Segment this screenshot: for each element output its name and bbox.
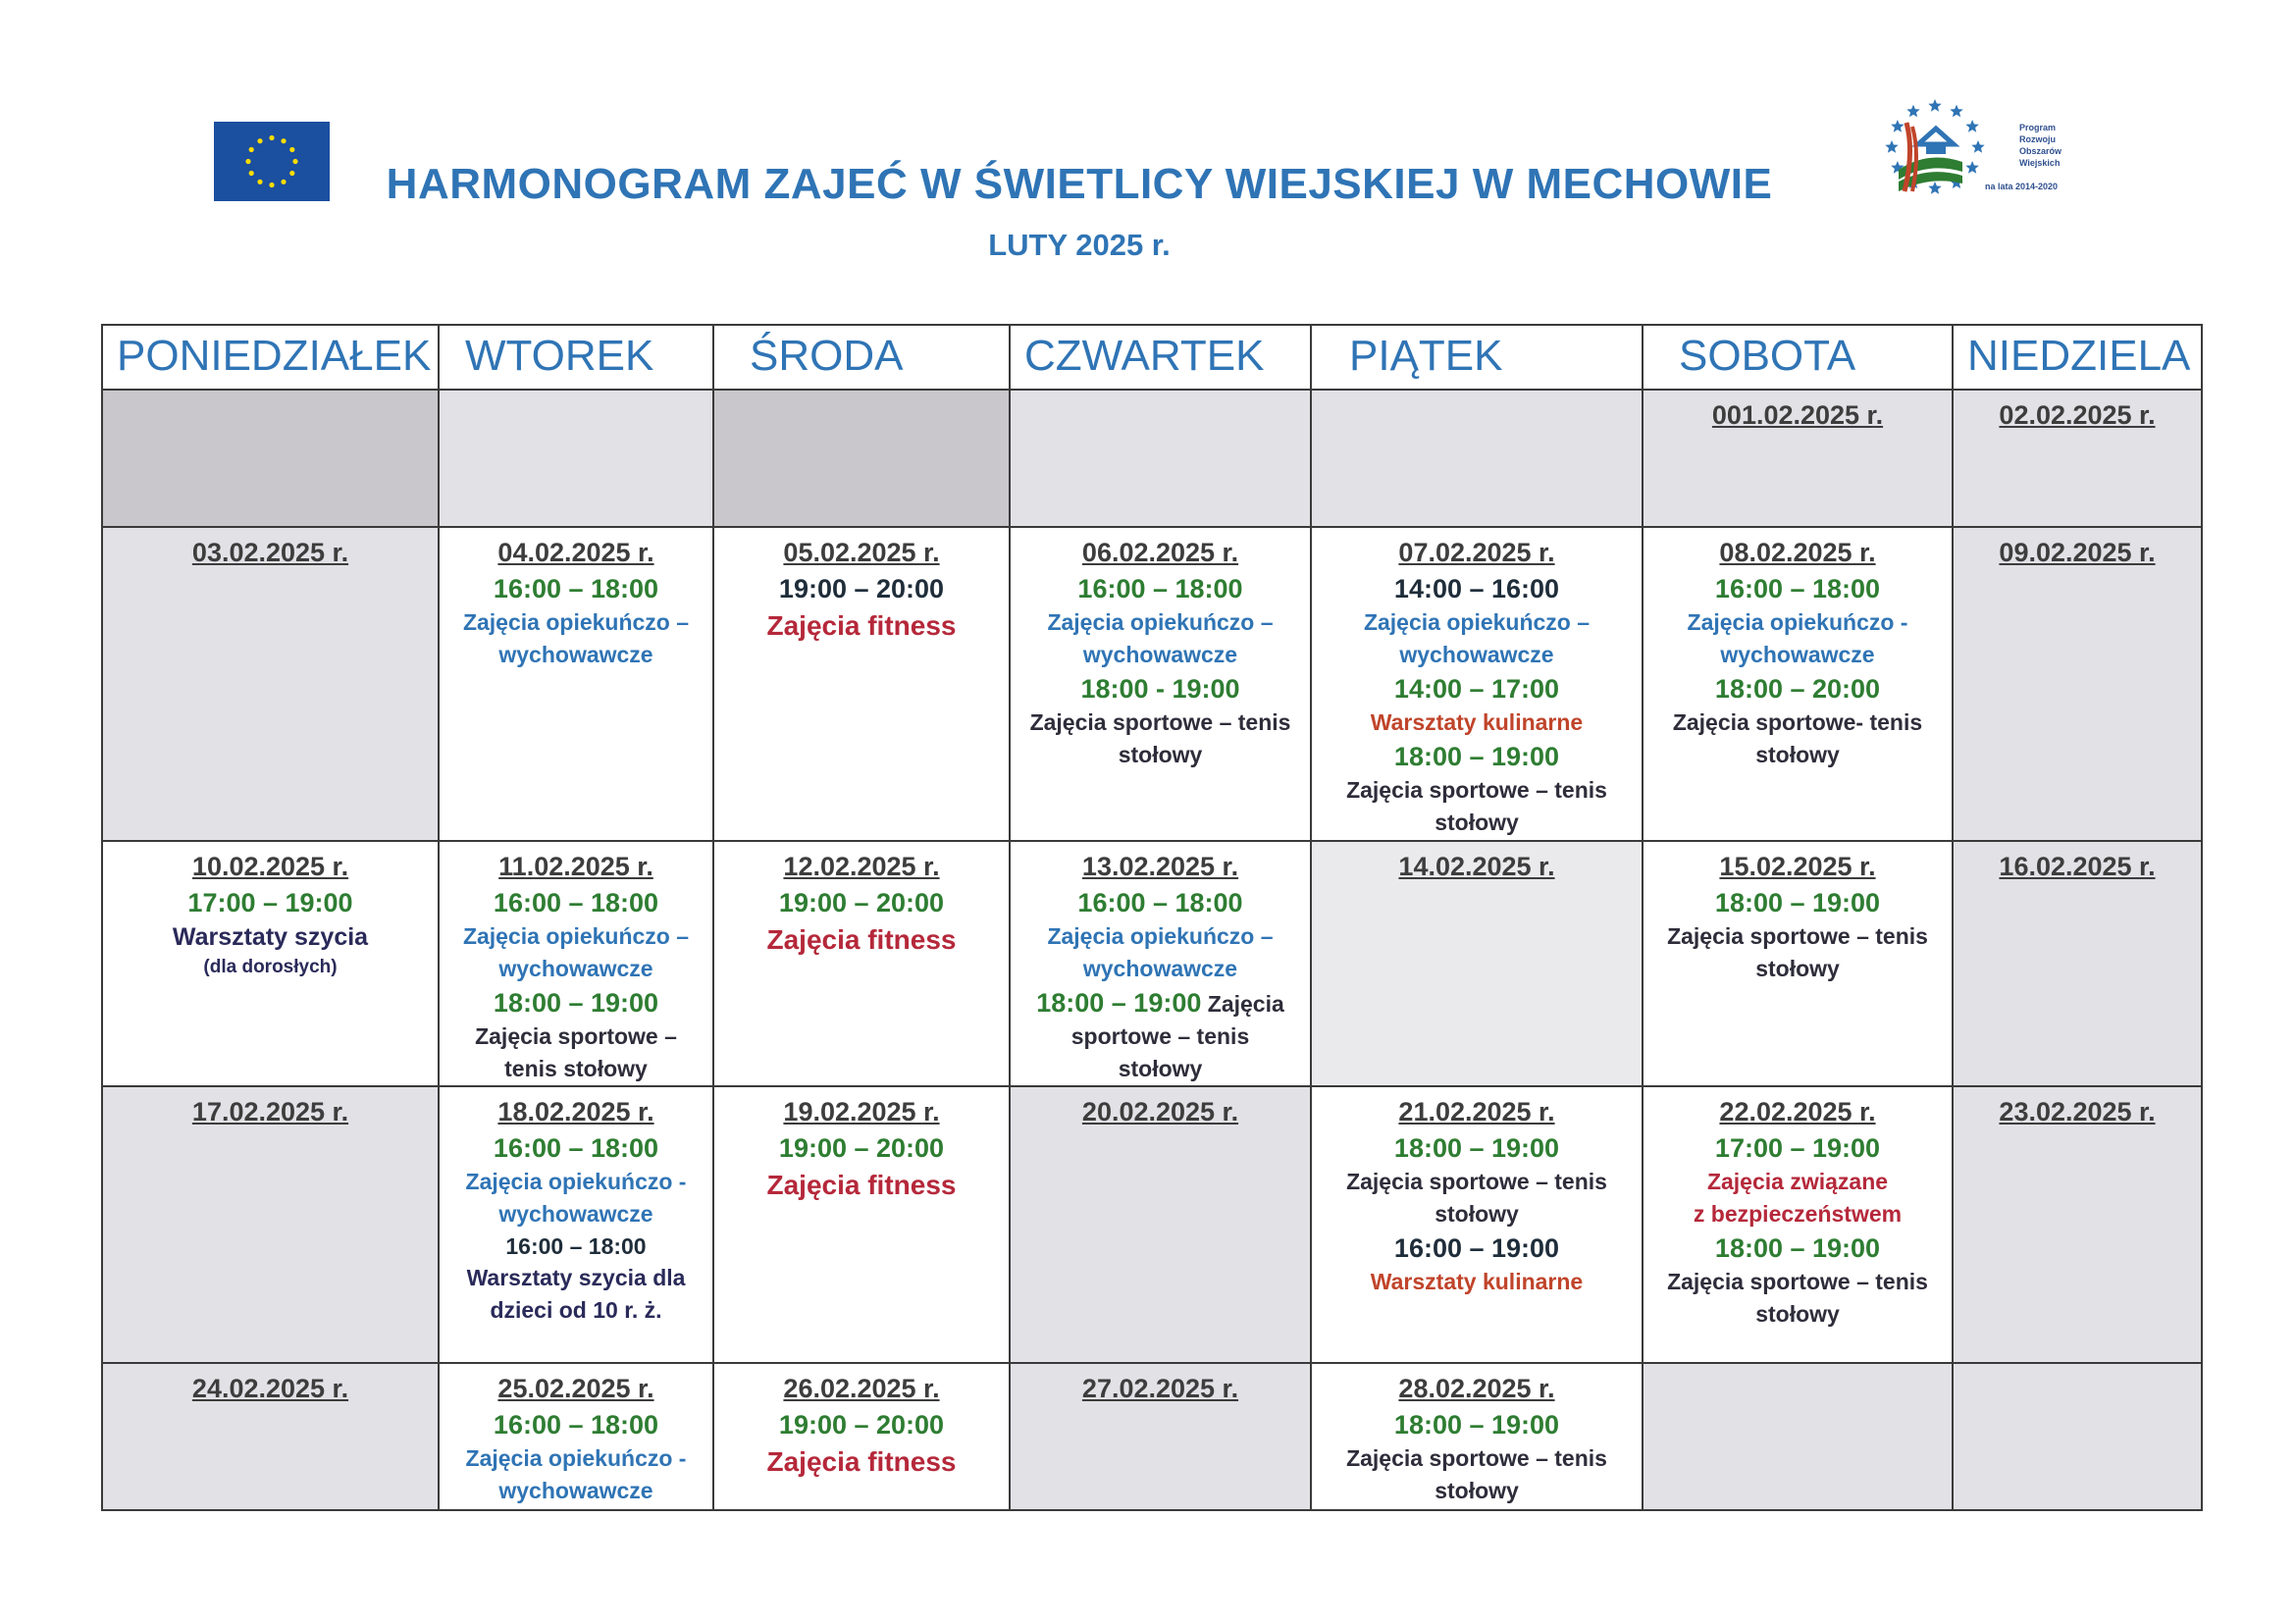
logo-text-line: Obszarów [2019, 146, 2062, 156]
logo-text-line: Rozwoju [2019, 134, 2056, 144]
day-date: 13.02.2025 r. [1081, 852, 1239, 881]
weekday-header: NIEDZIELA [1953, 325, 2202, 390]
day-cell [102, 527, 439, 841]
day-cell [1311, 1086, 1643, 1363]
day-cell [713, 1086, 1010, 1363]
activity-time: 18:00 – 19:00 [1393, 1410, 1560, 1440]
day-content [1312, 391, 1642, 396]
activity-name: z bezpieczeństwem [1693, 1201, 1903, 1227]
activity-time: 16:00 – 18:00 [493, 1410, 659, 1440]
activity-time: 19:00 – 20:00 [778, 1410, 945, 1440]
activity-time: 14:00 – 17:00 [1393, 674, 1560, 704]
activity-name: stołowy [1435, 810, 1519, 835]
day-content [1954, 1364, 2201, 1370]
weekday-header: PONIEDZIAŁEK [102, 325, 439, 390]
weekday-header: WTOREK [439, 325, 713, 390]
page-title: HARMONOGRAM ZAJEĆ W ŚWIETLICY WIEJSKIEJ W MECHOWIE [386, 160, 1773, 208]
day-date: 15.02.2025 r. [1719, 852, 1876, 881]
activity-name: Zajęcia sportowe – tenis [1667, 1269, 1928, 1294]
day-cell [102, 1086, 439, 1363]
activity-time: 19:00 – 20:00 [778, 574, 945, 603]
activity-name: Zajęcia fitness [766, 924, 957, 955]
day-content [103, 528, 438, 571]
day-cell [1953, 841, 2202, 1086]
day-cell [1643, 1363, 1953, 1510]
day-content [1954, 842, 2201, 885]
activity-time: 18:00 - 19:00 [1080, 674, 1240, 704]
activity-time: 16:00 – 18:00 [493, 574, 659, 603]
day-date: 10.02.2025 r. [191, 852, 349, 881]
day-content [103, 842, 438, 981]
activity-name: wychowawcze [498, 642, 653, 667]
activity-name: Zajęcia sportowe – tenis [1346, 777, 1607, 803]
day-cell [439, 1086, 713, 1363]
day-cell [1010, 1363, 1311, 1510]
activity-name: sportowe – tenis [1070, 1023, 1250, 1049]
logo-text-line: Program [2019, 123, 2057, 132]
activity-time: 16:00 – 19:00 [1393, 1233, 1560, 1263]
day-cell [1311, 841, 1643, 1086]
activity-name: Zajęcia opiekuńczo - [465, 1169, 687, 1194]
activity-line [1011, 985, 1310, 1021]
day-date: 04.02.2025 r. [497, 538, 654, 567]
day-content [1644, 1364, 1952, 1370]
day-content [1312, 1364, 1642, 1507]
day-content [1312, 1087, 1642, 1298]
activity-time: 18:00 – 20:00 [1714, 674, 1881, 704]
day-date: 11.02.2025 r. [498, 852, 653, 881]
activity-name: wychowawcze [498, 1478, 653, 1503]
activity-name: Warsztaty kulinarne [1370, 1269, 1584, 1294]
day-date: 18.02.2025 r. [497, 1097, 654, 1126]
day-cell [1010, 1086, 1311, 1363]
day-date: 16.02.2025 r. [1999, 852, 2156, 881]
activity-name: Zajęcia opiekuńczo – [462, 609, 690, 635]
activity-name: Zajęcia opiekuńczo – [1047, 923, 1274, 949]
activity-name: wychowawcze [1720, 642, 1875, 667]
day-content [1954, 528, 2201, 571]
activity-name: Zajęcia fitness [766, 610, 957, 641]
activity-time: 18:00 – 19:00 [1393, 742, 1560, 771]
day-content [1011, 1364, 1310, 1407]
day-date: 07.02.2025 r. [1398, 538, 1555, 567]
week-row [102, 1086, 2202, 1363]
activity-name: Zajęcia sportowe- tenis [1672, 709, 1923, 735]
day-content [103, 1364, 438, 1407]
activity-time: 19:00 – 20:00 [778, 1133, 945, 1163]
day-cell [102, 841, 439, 1086]
activity-name: Zajęcia sportowe – tenis [1029, 709, 1291, 735]
activity-name: Zajęcia opiekuńczo - [465, 1445, 687, 1471]
activity-name: Zajęcia [1201, 991, 1284, 1017]
activity-name: Zajęcia sportowe – tenis [1667, 923, 1928, 949]
activity-time: 17:00 – 19:00 [187, 888, 353, 917]
day-cell [1953, 527, 2202, 841]
activity-name: Zajęcia sportowe – [475, 1023, 677, 1049]
activity-name: stołowy [1755, 1301, 1840, 1327]
activity-name: Zajęcia sportowe – tenis [1346, 1445, 1607, 1471]
day-cell [1643, 527, 1953, 841]
activity-name: dzieci od 10 r. ż. [490, 1297, 662, 1323]
activity-time: 14:00 – 16:00 [1393, 574, 1560, 603]
activity-time: 18:00 – 19:00 [1393, 1133, 1560, 1163]
activity-name: stołowy [1435, 1201, 1519, 1227]
activity-time: 18:00 – 19:00 [1036, 988, 1202, 1018]
activity-name: wychowawcze [1082, 642, 1238, 667]
day-cell [713, 841, 1010, 1086]
activity-time: 18:00 – 19:00 [493, 988, 659, 1018]
day-cell [1010, 390, 1311, 527]
day-content [714, 1087, 1009, 1205]
day-date: 12.02.2025 r. [783, 852, 940, 881]
page-subtitle: LUTY 2025 r. [988, 228, 1171, 262]
day-date: 03.02.2025 r. [191, 538, 349, 567]
weekday-header: SOBOTA [1643, 325, 1953, 390]
activity-name: Zajęcia sportowe – tenis [1346, 1169, 1607, 1194]
day-cell [713, 390, 1010, 527]
day-content [1011, 842, 1310, 1085]
day-cell [102, 1363, 439, 1510]
day-content [1312, 528, 1642, 839]
day-cell [1953, 1086, 2202, 1363]
day-cell [713, 1363, 1010, 1510]
day-content [1644, 1087, 1952, 1331]
day-date: 02.02.2025 r. [1999, 400, 2156, 430]
day-content [440, 842, 712, 1085]
day-date: 28.02.2025 r. [1398, 1374, 1555, 1403]
activity-name: Zajęcia fitness [766, 1446, 957, 1477]
day-cell [1953, 390, 2202, 527]
activity-name: (dla dorosłych) [203, 957, 338, 977]
day-date: 05.02.2025 r. [783, 538, 940, 567]
day-content [714, 842, 1009, 960]
day-cell [439, 1363, 713, 1510]
weekday-header: PIĄTEK [1311, 325, 1643, 390]
logo-text-line: Wiejskich [2019, 158, 2061, 168]
activity-name: Zajęcia opiekuńczo – [1047, 609, 1274, 635]
day-cell [102, 390, 439, 527]
day-content [1644, 842, 1952, 985]
day-cell [1311, 1363, 1643, 1510]
activity-name: tenis stołowy [504, 1056, 648, 1081]
day-cell [713, 527, 1010, 841]
activity-time: 16:00 – 18:00 [1077, 574, 1243, 603]
day-date: 09.02.2025 r. [1999, 538, 2156, 567]
day-cell [439, 390, 713, 527]
day-date: 21.02.2025 r. [1398, 1097, 1555, 1126]
activity-time: 18:00 – 19:00 [1714, 888, 1881, 917]
activity-name: wychowawcze [498, 956, 653, 981]
activity-name: Zajęcia opiekuńczo - [1687, 609, 1908, 635]
day-date: 08.02.2025 r. [1719, 538, 1876, 567]
day-content [1954, 1087, 2201, 1130]
day-content [1644, 391, 1952, 434]
day-cell [1643, 390, 1953, 527]
day-date: 24.02.2025 r. [191, 1374, 349, 1403]
day-date: 06.02.2025 r. [1081, 538, 1239, 567]
day-cell [1643, 841, 1953, 1086]
day-content [440, 1087, 712, 1327]
day-date: 23.02.2025 r. [1999, 1097, 2156, 1126]
activity-name: Zajęcia opiekuńczo – [462, 923, 690, 949]
activity-name: Warsztaty szycia dla [466, 1265, 686, 1290]
day-content [1954, 391, 2201, 434]
day-content [714, 391, 1009, 396]
day-content [1011, 391, 1310, 396]
weekday-header-row [102, 325, 2202, 390]
schedule-table [101, 324, 2203, 1511]
activity-time: 18:00 – 19:00 [1714, 1233, 1881, 1263]
day-cell [1010, 527, 1311, 841]
week-row [102, 841, 2202, 1086]
day-cell [1311, 390, 1643, 527]
day-content [1312, 842, 1642, 885]
activity-name: stołowy [1435, 1478, 1519, 1503]
day-cell [1643, 1086, 1953, 1363]
day-date: 25.02.2025 r. [497, 1374, 654, 1403]
day-content [714, 528, 1009, 646]
day-cell [1311, 527, 1643, 841]
week-row [102, 527, 2202, 841]
day-date: 22.02.2025 r. [1719, 1097, 1876, 1126]
day-date: 26.02.2025 r. [783, 1374, 940, 1403]
day-date: 27.02.2025 r. [1081, 1374, 1239, 1403]
day-content [440, 528, 712, 671]
week-row [102, 1363, 2202, 1510]
activity-time: 16:00 – 18:00 [1077, 888, 1243, 917]
day-content [440, 1364, 712, 1507]
activity-time: 19:00 – 20:00 [778, 888, 945, 917]
day-date: 001.02.2025 r. [1711, 400, 1884, 430]
day-cell [1010, 841, 1311, 1086]
activity-time: 16:00 – 18:00 [505, 1233, 647, 1259]
day-cell [439, 527, 713, 841]
activity-name: stołowy [1118, 1056, 1203, 1081]
activity-time: 17:00 – 19:00 [1714, 1133, 1881, 1163]
day-cell [439, 841, 713, 1086]
activity-name: wychowawcze [1082, 956, 1238, 981]
activity-name: stołowy [1755, 742, 1840, 767]
activity-name: Warsztaty kulinarne [1370, 709, 1584, 735]
activity-time: 16:00 – 18:00 [493, 1133, 659, 1163]
weekday-header: CZWARTEK [1010, 325, 1311, 390]
activity-name: stołowy [1118, 742, 1203, 767]
day-content [714, 1364, 1009, 1482]
activity-name: Zajęcia fitness [766, 1170, 957, 1200]
day-cell [1953, 1363, 2202, 1510]
activity-name: Zajęcia związane [1706, 1169, 1889, 1194]
activity-time: 16:00 – 18:00 [1714, 574, 1881, 603]
day-content [1644, 528, 1952, 771]
activity-name: Warsztaty szycia [172, 923, 369, 951]
week-row [102, 390, 2202, 527]
activity-name: wychowawcze [1399, 642, 1554, 667]
day-date: 14.02.2025 r. [1398, 852, 1555, 881]
weekday-header: ŚRODA [713, 325, 1010, 390]
day-date: 17.02.2025 r. [191, 1097, 349, 1126]
day-date: 20.02.2025 r. [1081, 1097, 1239, 1126]
activity-name: stołowy [1755, 956, 1840, 981]
activity-name: Zajęcia opiekuńczo – [1363, 609, 1591, 635]
day-content [1011, 1087, 1310, 1130]
activity-time: 16:00 – 18:00 [493, 888, 659, 917]
day-content [1011, 528, 1310, 771]
day-content [103, 1087, 438, 1130]
day-date: 19.02.2025 r. [783, 1097, 940, 1126]
day-content [103, 391, 438, 396]
logo-text-line: na lata 2014-2020 [1985, 182, 2059, 191]
activity-name: wychowawcze [498, 1201, 653, 1227]
day-content [440, 391, 712, 396]
